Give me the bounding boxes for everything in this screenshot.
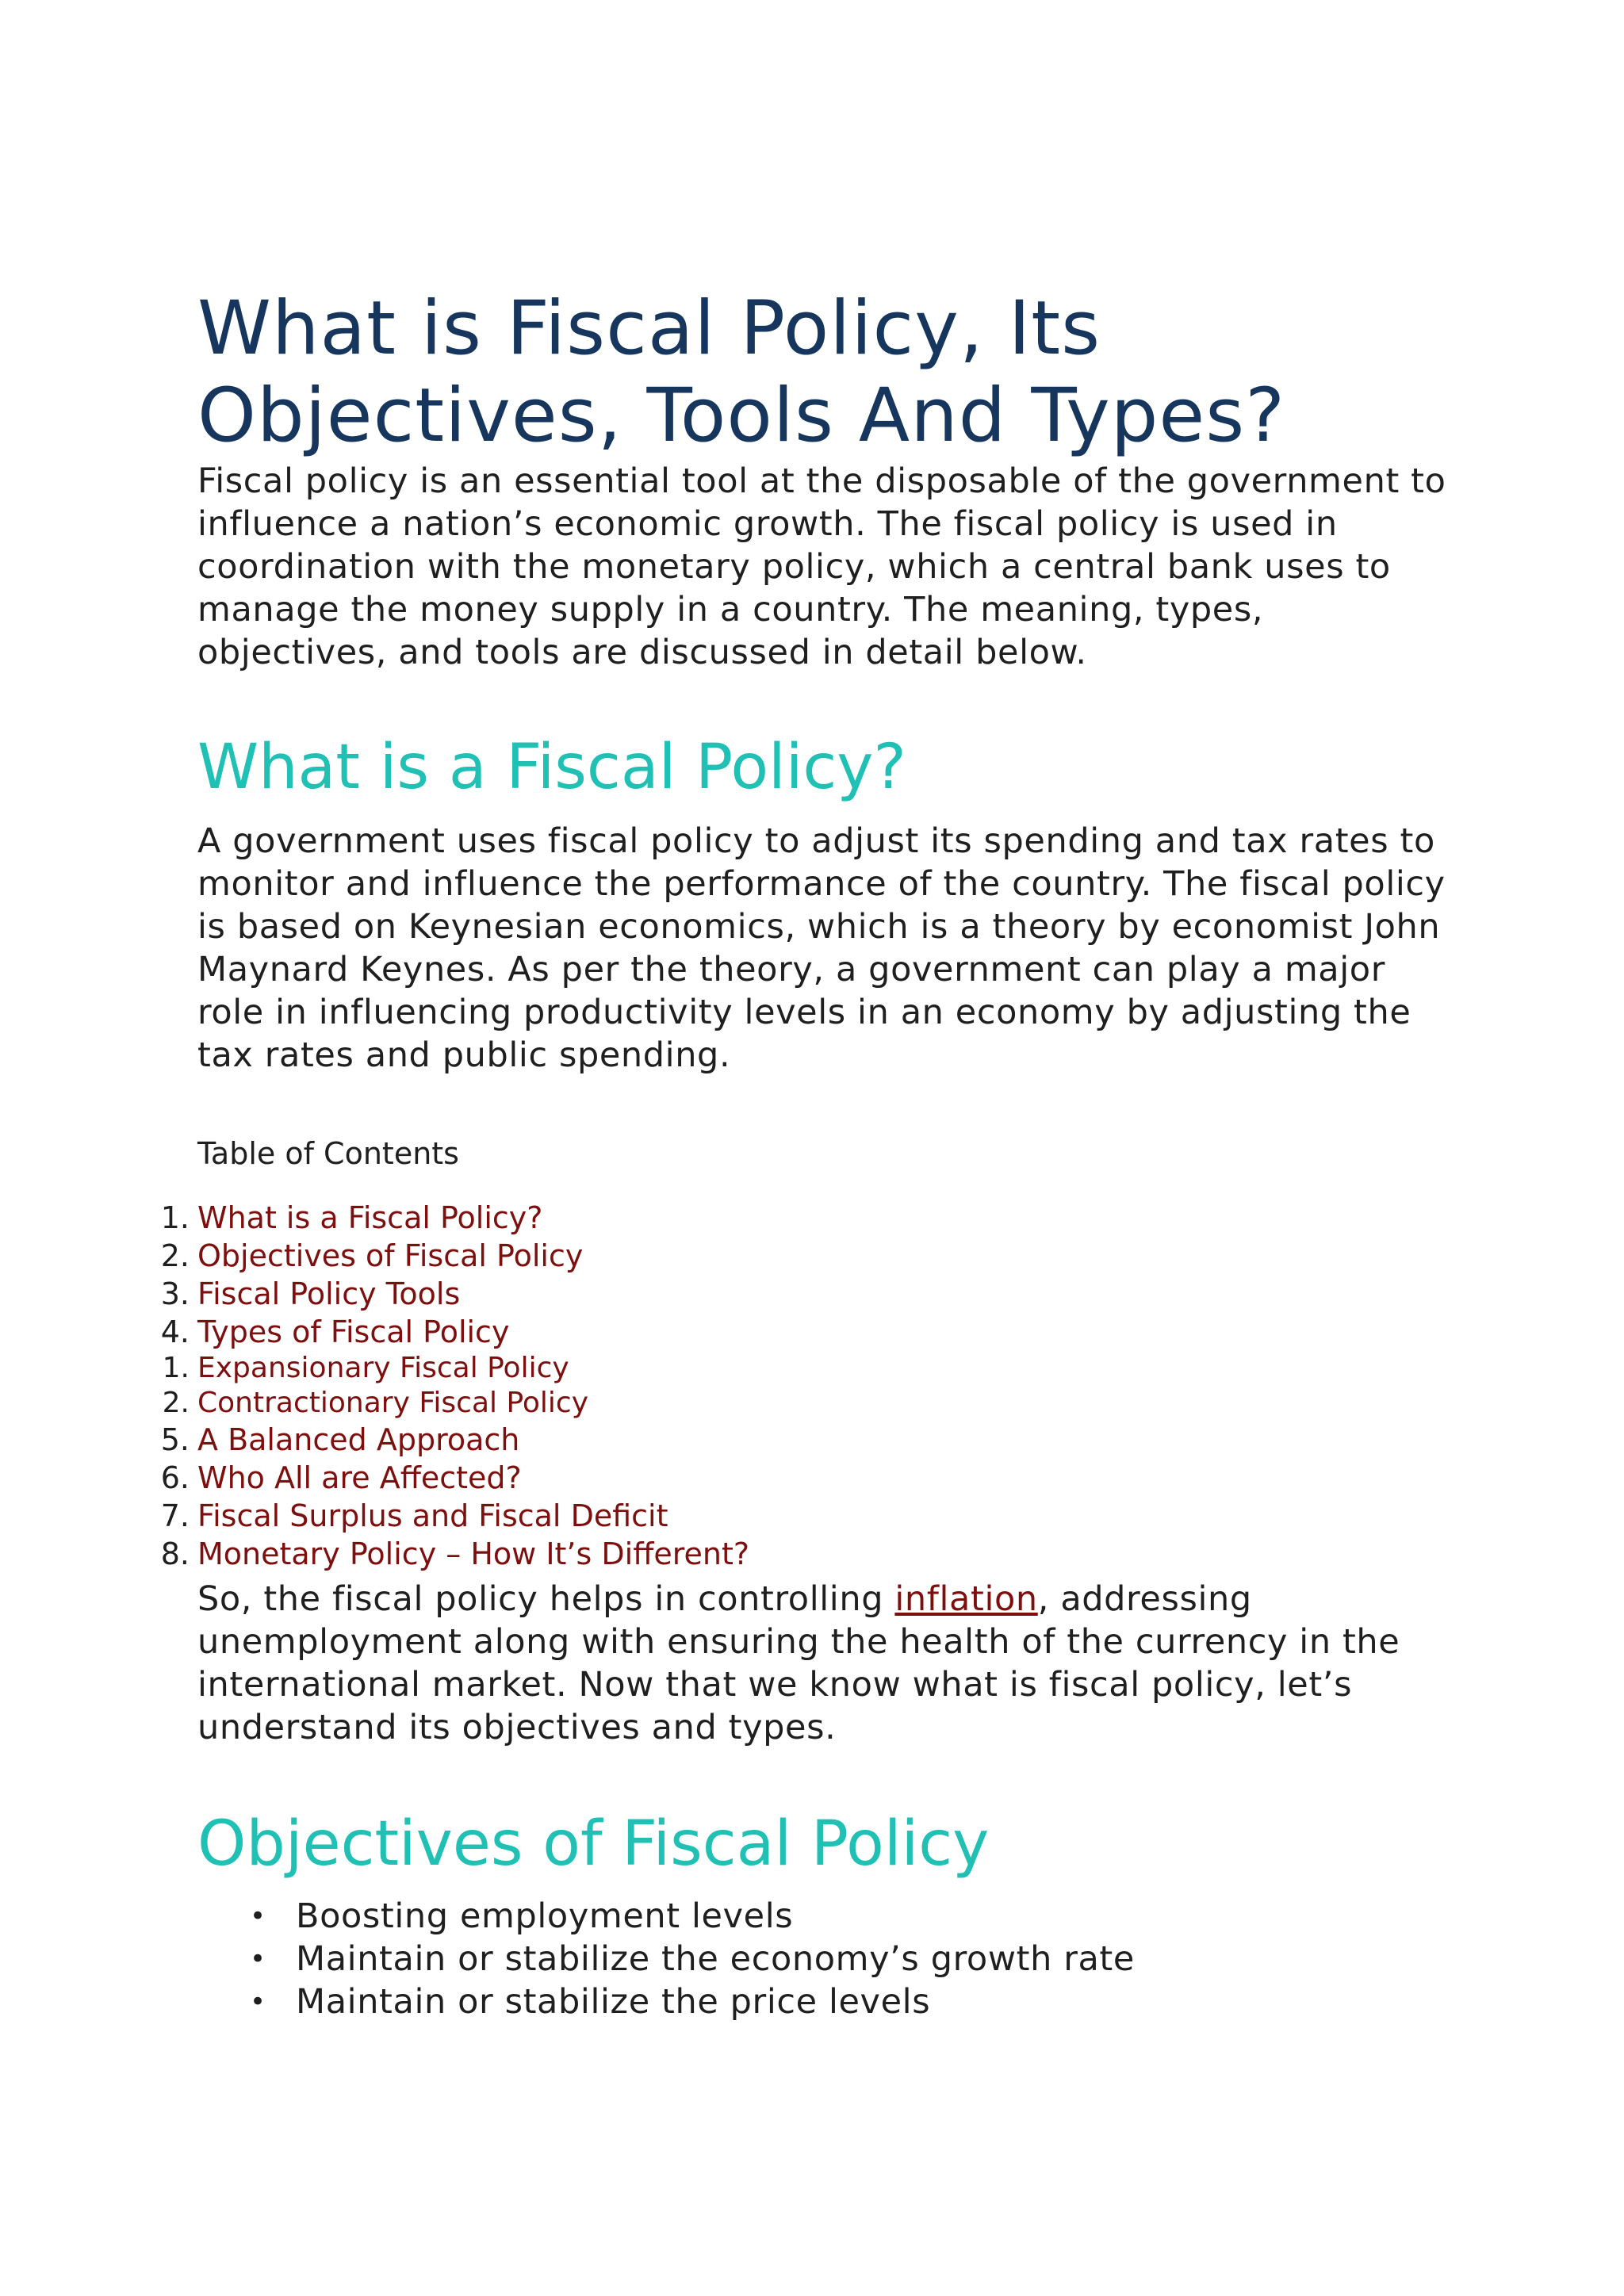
- toc-link[interactable]: Fiscal Surplus and Fiscal Deficit: [197, 1498, 668, 1533]
- toc-item[interactable]: [160, 1535, 1450, 1573]
- list-item: [197, 1938, 1450, 1980]
- toc-item-number: 6.: [160, 1460, 190, 1495]
- bullet-icon: •: [250, 1943, 266, 1975]
- toc-item-number: 1.: [162, 1352, 190, 1384]
- toc-item[interactable]: [160, 1313, 1450, 1351]
- objectives-list: [197, 1895, 1450, 2023]
- toc-item[interactable]: [160, 1497, 1450, 1535]
- toc-link[interactable]: Who All are Affected?: [197, 1460, 522, 1495]
- after-toc-text-end: , addressing unemployment along with ensuring the health of the currency in the international market. Now that we know what is fiscal policy, let’s understand its objectives and types.: [197, 1579, 1400, 1747]
- toc-subitem[interactable]: [162, 1351, 1450, 1386]
- toc-item-number: 1.: [160, 1200, 190, 1235]
- toc-item-number: 7.: [160, 1498, 190, 1533]
- section-heading-objectives: Objectives of Fiscal Policy: [197, 1808, 990, 1880]
- intro-paragraph: Fiscal policy is an essential tool at the disposable of the government to influence a nation’s economic growth. The fiscal policy is used in coordination with the monetary policy, which a central bank uses to manage the money supply in a country. The meaning, types, objectives, and tools are discussed in detail below.: [197, 461, 1446, 672]
- toc-item[interactable]: [160, 1199, 1450, 1237]
- toc-link[interactable]: Objectives of Fiscal Policy: [197, 1238, 584, 1273]
- toc-item-number: 2.: [162, 1387, 190, 1419]
- page-title: What is Fiscal Policy, Its Objectives, Tools And Types?: [197, 285, 1286, 459]
- list-item: [197, 1980, 1450, 2023]
- section-paragraph-what-is-fiscal-policy: A government uses fiscal policy to adjust its spending and tax rates to monitor and influence the performance of the country. The fiscal policy is based on Keynesian economics, which is a theory by economist John Maynard Keynes. As per the theory, a government can play a major role in influencing productivity levels in an economy by adjusting the tax rates and public spending.: [197, 821, 1446, 1075]
- toc-link[interactable]: What is a Fiscal Policy?: [197, 1200, 543, 1235]
- bullet-icon: •: [250, 1986, 266, 2018]
- list-item-text: Maintain or stabilize the economy’s growth rate: [296, 1939, 1135, 1979]
- toc-item[interactable]: [160, 1275, 1450, 1313]
- toc-item-number: 8.: [160, 1536, 190, 1571]
- list-item: [197, 1895, 1450, 1938]
- toc-link[interactable]: Contractionary Fiscal Policy: [197, 1387, 589, 1419]
- list-item-text: Boosting employment levels: [296, 1896, 794, 1936]
- toc-link[interactable]: Fiscal Policy Tools: [197, 1276, 461, 1311]
- section-heading-what-is-fiscal-policy: What is a Fiscal Policy?: [197, 732, 906, 803]
- list-item-text: Maintain or stabilize the price levels: [296, 1982, 931, 2022]
- document-content: [160, 285, 1450, 2023]
- inflation-link[interactable]: inflation: [894, 1579, 1038, 1619]
- toc-title: Table of Contents: [197, 1136, 459, 1171]
- after-toc-text-start: So, the fiscal policy helps in controlling: [197, 1579, 895, 1619]
- toc-item-number: 2.: [160, 1238, 190, 1273]
- toc-item[interactable]: [160, 1459, 1450, 1497]
- bullet-icon: •: [250, 1900, 266, 1932]
- toc-link[interactable]: Monetary Policy – How It’s Different?: [197, 1536, 750, 1571]
- toc-item-number: 4.: [160, 1314, 190, 1349]
- after-toc-paragraph: [197, 1578, 1450, 1749]
- toc-item[interactable]: [160, 1237, 1450, 1275]
- toc-subitem[interactable]: [162, 1386, 1450, 1421]
- table-of-contents: [160, 1199, 1450, 1573]
- toc-link[interactable]: Expansionary Fiscal Policy: [197, 1352, 569, 1384]
- toc-link[interactable]: A Balanced Approach: [197, 1422, 520, 1457]
- toc-item-number: 3.: [160, 1276, 190, 1311]
- toc-item-number: 5.: [160, 1422, 190, 1457]
- toc-link[interactable]: Types of Fiscal Policy: [197, 1314, 510, 1349]
- toc-item[interactable]: [160, 1421, 1450, 1459]
